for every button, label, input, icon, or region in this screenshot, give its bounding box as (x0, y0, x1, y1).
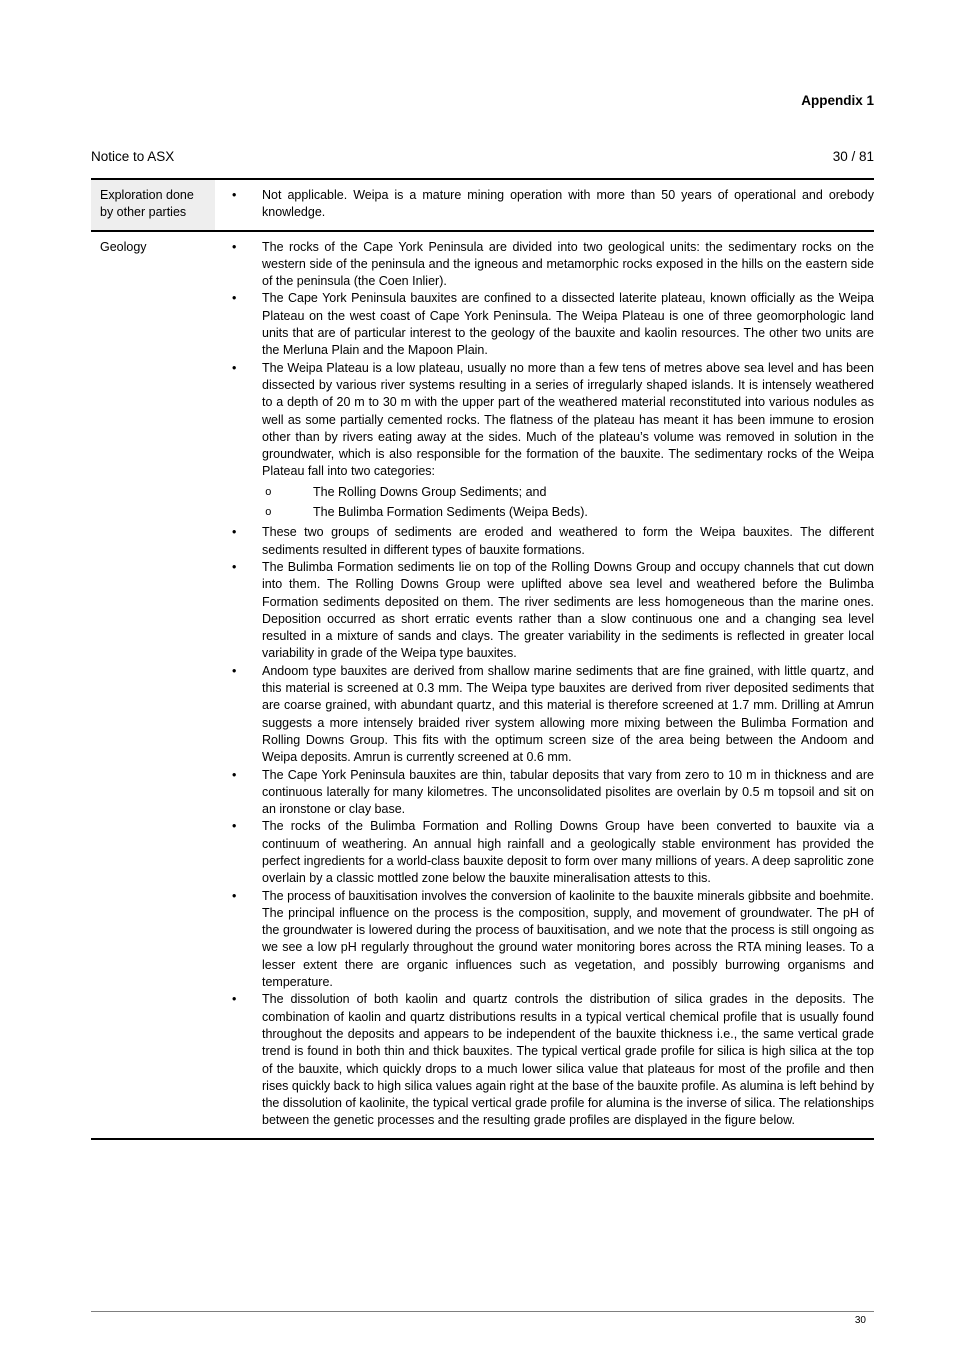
bullet-item: • The Cape York Peninsula bauxites are confined to a dissected laterite plateau, known officially as the Weipa Plateau on the west coast of Cape York Peninsula. The Weipa Plateau is one of three geomorphologic land units that are of particular interest to the geology of the bauxite and kaolin resources. The other two units are the Merluna Plain and the Mapoon Plain. (215, 290, 874, 359)
sub-bullet-item (262, 504, 874, 521)
bullet-item: • The rocks of the Bulimba Formation and Rolling Downs Group have been converted to bauxite via a continuum of weathering. An annual high rainfall and a geologically stable environment has provided the perfect ingredients for a world-class bauxite deposit to form over many millions of years. A deep saprolitic zone overlain by a classic mottled zone below the bauxite mineralisation attests to this. (215, 818, 874, 887)
sub-bullet-item (262, 484, 874, 501)
appendix-title: Appendix 1 (801, 93, 874, 108)
bullet-item: • The Bulimba Formation sediments lie on top of the Rolling Downs Group and occupy channels that cut down into them. The Rolling Downs Group were uplifted above sea level and weathered before the Bulimba Formation sediments deposited on them. The river sediments are less homogeneous than the marine ones. Deposition occurred as short erratic events rather than a slow continuous one and a changing sea level resulted in a mixture of sands and clays. The greater variability in the sediments is reflected in greater local variability in grade of the Weipa type bauxites. (215, 559, 874, 663)
jorc-criteria-table (91, 178, 874, 1140)
bullet-item: • Not applicable. Weipa is a mature mining operation with more than 50 years of operational and orebody knowledge. (215, 187, 874, 222)
sub-bullet-list (262, 484, 874, 522)
table-row-geology (91, 230, 874, 1138)
bullet-item (215, 360, 874, 522)
table-row-exploration (91, 180, 874, 230)
document-header (91, 149, 874, 164)
bullet-item: • These two groups of sediments are eroded and weathered to form the Weipa bauxites. The different sediments resulted in different types of bauxite formations. (215, 524, 874, 559)
footer-page-number: 30 (854, 1315, 866, 1326)
criteria-content-exploration (215, 180, 874, 230)
bullet-item: • The Cape York Peninsula bauxites are thin, tabular deposits that vary from zero to 10 m in thickness and are continuous laterally for many kilometres. The unconsolidated pisolites are overlain by 0.5 m topsoil and sit on an ironstone or clay base. (215, 767, 874, 819)
bullet-list (215, 239, 874, 1130)
criteria-content-geology (215, 232, 874, 1138)
bullet-item: • The rocks of the Cape York Peninsula are divided into two geological units: the sedimentary rocks on the western side of the peninsula and the igneous and metamorphic rocks exposed in the hills on the eastern side of the peninsula (the Coen Inlier). (215, 239, 874, 291)
header-page-indicator: 30 / 81 (832, 149, 874, 164)
bullet-text: The Weipa Plateau is a low plateau, usually no more than a few tens of metres above sea level and has been dissected by various river systems resulting in a series of irregularly shaped islands. It is intensely weathered to a depth of 20 m to 30 m with the upper part of the weathered material reconstituted into various nodules as well as some partially cemented rocks. The flatness of the plateau has meant it has been immune to erosion other than by rivers eating away at the sides. Much of the plateau’s volume was removed in solution in the groundwater, which is also responsible for the formation of the bauxite. The sedimentary rocks of the Weipa Plateau fall into two categories: (262, 360, 874, 479)
bullet-list (215, 187, 874, 222)
sub-bullet-text: The Bulimba Formation Sediments (Weipa Beds). (313, 505, 588, 520)
bullet-item: • The dissolution of both kaolin and quartz controls the distribution of silica grades in the deposits. The combination of kaolin and quartz distributions results in a typical vertical chemical profile that is usually found throughout the deposits and appears to be independent of the bauxite thickness i.e., the same vertical grade trend is found in both thin and thick bauxites. The typical vertical grade profile for silica is high silica at the top of the bauxite, which quickly drops to a much lower silica value that plateaus for most of the profile and then rises quickly back to high silica values again right at the base of the bauxite profile. As alumina is left behind by the dissolution of kaolinite, the typical vertical grade profile for alumina is the inverse of silica. The relationships between the genetic processes and the resulting grade profiles are displayed in the figure below. (215, 991, 874, 1129)
criteria-label-geology: Geology (100, 239, 147, 254)
sub-bullet-text: The Rolling Downs Group Sediments; and (313, 484, 547, 499)
bullet-item: • Andoom type bauxites are derived from shallow marine sediments that are fine grained, with little quartz, and this material is screened at 0.3 mm. The Weipa type bauxites are derived from river deposited sediments that are coarse grained, with abundant quartz, and this material is therefore screened at 1.7 mm. Drilling at Amrun suggests a more intensely braided river system allowing more mixing between the Bulimba Formation and Rolling Downs Group. This fits with the optimum screen size of the area being between the Andoom and Weipa deposits. Amrun is currently screened at 0.6 mm. (215, 663, 874, 767)
criteria-label-exploration: Exploration done by other parties (91, 180, 215, 230)
footer-divider (91, 1311, 874, 1312)
notice-to-asx-label: Notice to ASX (91, 149, 175, 164)
bullet-item: • The process of bauxitisation involves the conversion of kaolinite to the bauxite minerals gibbsite and boehmite. The principal influence on the process is the composition, supply, and movement of groundwater. The pH of the groundwater is lowered during the process of bauxitisation, and we note that the process is still ongoing as we see a low pH regularly throughout the ground water monitoring bores across the RTA mining leases. To a lesser extent there are organic influences such as vegetation, and possibly burrowing organisms and temperature. (215, 888, 874, 992)
